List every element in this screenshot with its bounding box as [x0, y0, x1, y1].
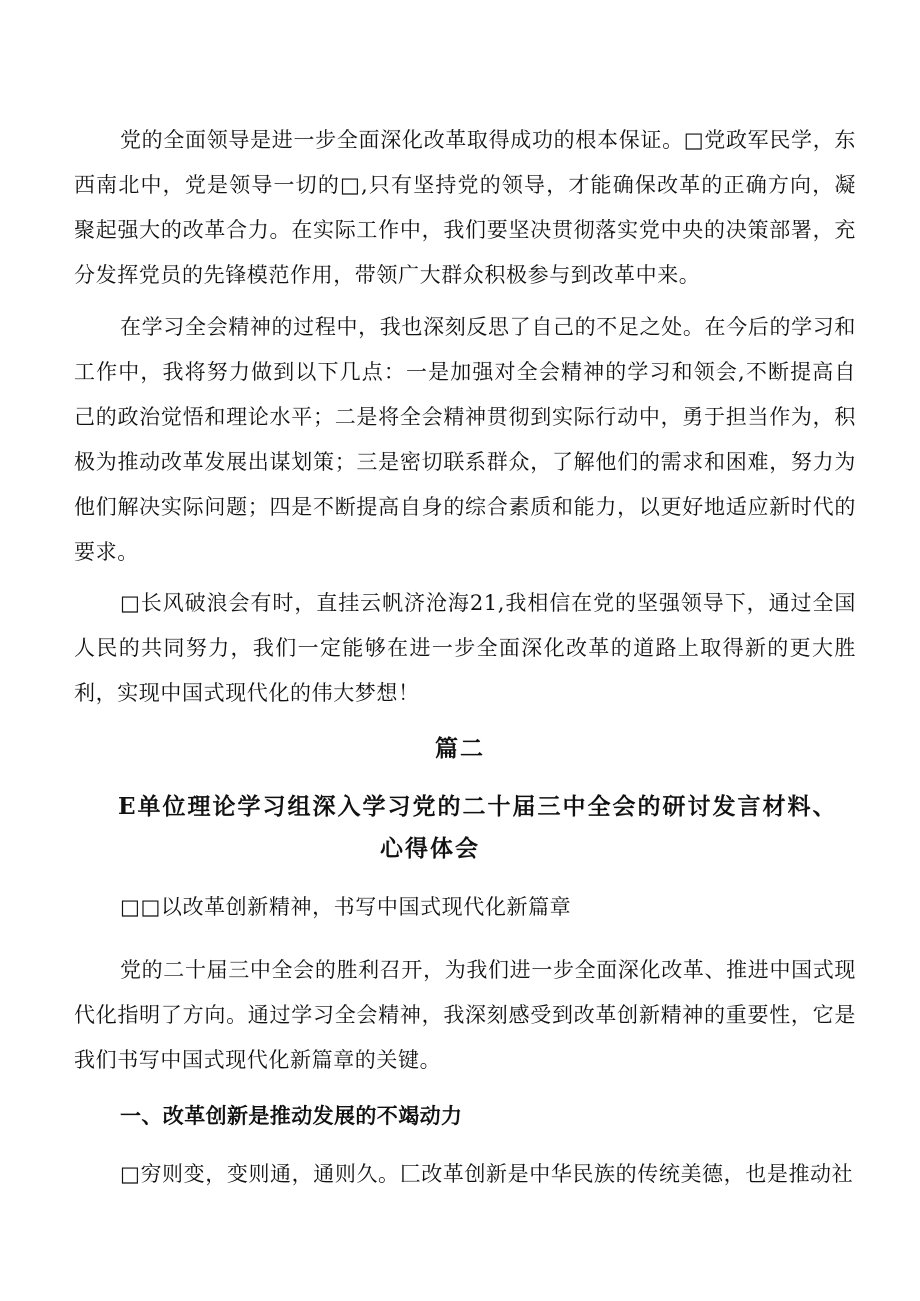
paragraph-intro: 党的二十届三中全会的胜利召开，为我们进一步全面深化改革、推进中国式现代化指明了方向。通过学习全会精神，我深刻感受到改革创新精神的重要性，它是我们书写中国式现代化新篇章的关键。	[74, 958, 856, 1072]
section-heading-one: 一、改革创新是推动发展的不竭动力	[120, 1104, 463, 1128]
document-title-line2: 心得体会	[380, 835, 480, 862]
paragraph-party-leadership: 党的全面领导是进一步全面深化改革取得成功的根本保证。□党政军民学，东西南北中，党是领导一切的□,只有坚持党的领导，才能确保改革的正确方向，凝聚起强大的改革合力。在实际工作中，我们要坚决贯彻落实党中央的决策部署，充分发挥党员的先锋模范作用，带领广大群众积极参与到改革中来。	[74, 128, 856, 287]
section-label: 篇二	[435, 736, 485, 762]
paragraph-self-reflection: 在学习全会精神的过程中，我也深刻反思了自己的不足之处。在今后的学习和工作中，我将努力做到以下几点：一是加强对全会精神的学习和领会,不断提高自己的政治觉悟和理论水平；二是将全会精神贯彻到实际行动中，勇于担当作为，积极为推动改革发展出谋划策；三是密切联系群众，了解他们的需求和困难，努力为他们解决实际问题；四是不断提高自身的综合素质和能力，以更好地适应新时代的要求。	[74, 315, 856, 564]
document-title	[118, 786, 890, 870]
paragraph-closing-confidence: □长风破浪会有时，直挂云帆济沧海21,我相信在党的坚强领导下，通过全国人民的共同努力，我们一定能够在进一步全面深化改革的道路上取得新的更大胜利，实现中国式现代化的伟大梦想！	[74, 591, 856, 705]
document-title-line1: E单位理论学习组深入学习党的二十届三中全会的研讨发言材料、	[118, 793, 838, 820]
paragraph-last: □穷则变，变则通，通则久。匚改革创新是中华民族的传统美德，也是推动社	[120, 1162, 854, 1186]
document-subtitle: □□以改革创新精神，书写中国式现代化新篇章	[120, 895, 572, 919]
